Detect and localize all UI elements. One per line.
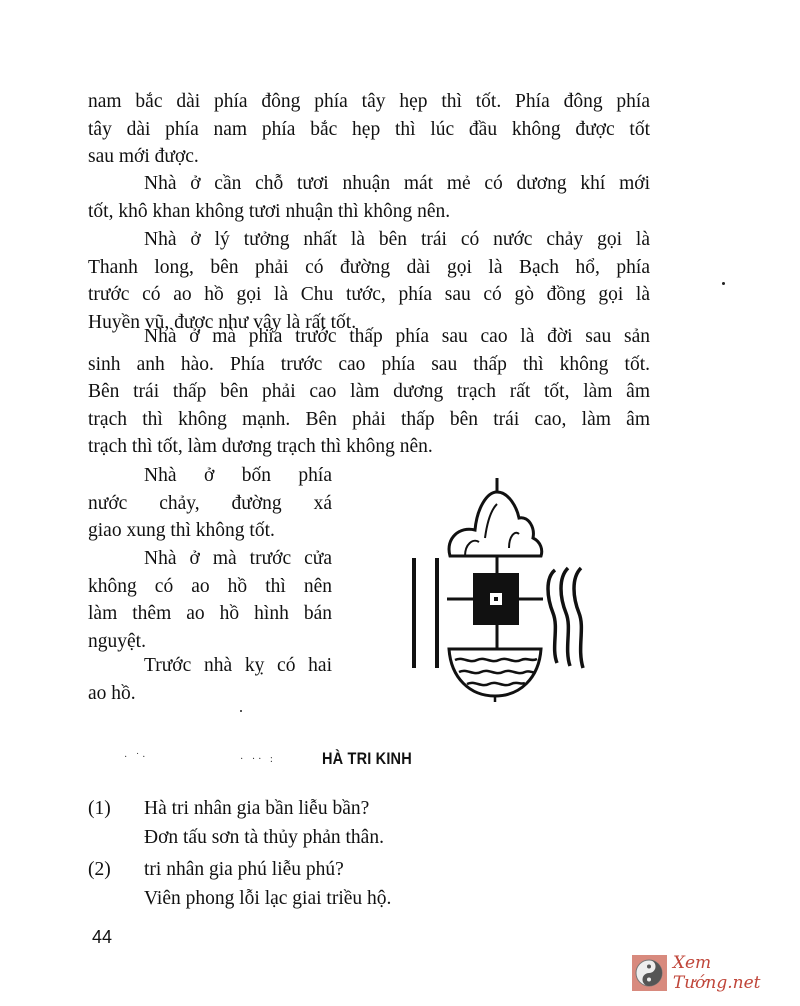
mountain-icon — [449, 478, 542, 556]
verse — [88, 855, 588, 915]
ornament-dots: · ˙· — [124, 752, 149, 763]
paragraph — [88, 170, 650, 225]
text-line: không có ao hồ thì nên — [88, 575, 332, 597]
text-line: trước có ao hồ gọi là Chu tước, phía sau có gò đồng gọi là — [88, 284, 650, 305]
paragraph — [88, 545, 332, 655]
yin-yang-icon — [635, 959, 663, 987]
text-line: trạch thì tốt, làm dương trạch thì không nên. — [88, 436, 433, 457]
watermark-logo — [632, 955, 667, 991]
watermark[interactable] — [632, 953, 800, 993]
text-line: tốt, khô khan không tươi nhuận thì không nên. — [88, 200, 451, 222]
house-icon — [473, 573, 519, 625]
verse-line: Viên phong lỗi lạc giai triều hộ. — [144, 888, 392, 909]
text-line: Trước nhà kỵ có hai — [144, 655, 332, 676]
feng-shui-diagram — [405, 478, 595, 703]
text-line: trạch thì không mạnh. Bên phải thấp bên trái cao, làm âm — [88, 408, 650, 430]
text-line: Thanh long, bên phải có đường dài gọi là Bạch hổ, phía — [88, 256, 650, 278]
verse — [88, 794, 588, 854]
paragraph — [88, 462, 332, 545]
verse-line: tri nhân gia phú liễu phú? — [144, 859, 344, 880]
text-line: Nhà ở mà phía trước thấp phía sau cao là đời sau sản — [144, 326, 650, 347]
verse-number: (1) — [88, 798, 111, 819]
scan-speck — [722, 282, 725, 285]
scan-speck — [240, 710, 242, 712]
paragraph — [88, 652, 332, 707]
section-heading: HÀ TRI KINH — [322, 750, 412, 768]
text-line: sau mới được. — [88, 146, 199, 167]
text-line: Nhà ở mà trước cửa — [144, 548, 332, 569]
text-line: nam bắc dài phía đông phía tây hẹp thì tốt. Phía đông phía — [88, 91, 650, 112]
verse-line: Đơn tấu sơn tà thủy phản thân. — [144, 827, 384, 848]
text-line: Nhà ở lý tưởng nhất là bên trái có nước chảy gọi là — [144, 229, 650, 250]
road-lines-icon — [414, 558, 437, 668]
flowing-water-icon — [548, 568, 583, 668]
paragraph — [88, 226, 650, 336]
paragraph — [88, 88, 650, 171]
text-line: Nhà ở bốn phía — [144, 465, 332, 486]
half-moon-pond-icon — [449, 649, 541, 702]
text-line: ao hồ. — [88, 682, 136, 704]
verse-line: Hà tri nhân gia bần liễu bần? — [144, 798, 370, 819]
text-line: làm thêm ao hồ hình bán — [88, 603, 332, 624]
text-line: nước chảy, đường xá — [88, 492, 332, 514]
ornament-dots: · ·· : — [240, 754, 276, 765]
text-line: tây dài phía nam phía bắc hẹp thì lúc đầu không được tốt — [88, 118, 650, 140]
text-line: giao xung thì không tốt. — [88, 520, 275, 541]
text-line: Huyền vũ, được như vậy là rất tốt. — [88, 311, 357, 333]
text-line: Bên trái thấp bên phải cao làm dương trạch rất tốt, làm âm — [88, 381, 650, 402]
text-line: nguyệt. — [88, 630, 146, 652]
paragraph — [88, 323, 650, 461]
text-line: sinh anh hào. Phía trước cao phía sau thấp thì không tốt. — [88, 353, 650, 375]
text-line: Nhà ở cần chỗ tươi nhuận mát mẻ có dương khí mới — [144, 173, 650, 194]
verse-number: (2) — [88, 859, 111, 880]
watermark-text: Xem Tướng.net — [672, 953, 761, 993]
page-number: 44 — [92, 927, 113, 947]
